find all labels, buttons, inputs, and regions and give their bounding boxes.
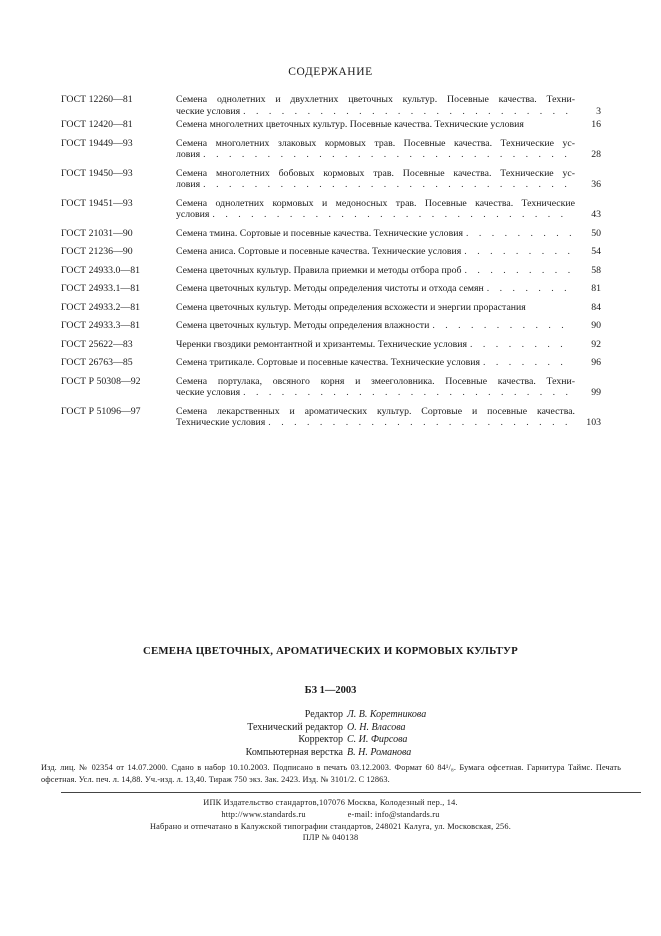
toc-entry xyxy=(61,283,601,295)
toc-entry-title-line: Семена цветочных культур. Методы определения чистоты и отхода семян xyxy=(176,283,484,294)
toc-entry-code: ГОСТ 24933.2—81 xyxy=(61,301,141,313)
toc-entry xyxy=(61,339,601,351)
license-number: ПЛР № 040138 xyxy=(302,833,359,843)
toc-entry xyxy=(61,302,601,314)
toc-entry-title xyxy=(176,320,575,332)
credit-line xyxy=(0,734,661,747)
credit-name: В. Н. Романова xyxy=(347,746,412,758)
toc-entry-title-line: ловия xyxy=(176,149,201,160)
toc-entry-code: ГОСТ 21031—90 xyxy=(61,227,133,239)
toc-entry-title-line: Семена аниса. Сортовые и посевные качества. Технические условия xyxy=(176,246,462,257)
toc-entry-title-line: Семена многолетних бобовых кормовых трав. Посевные качества. Технические ус- xyxy=(176,167,575,179)
toc-entry xyxy=(61,320,601,332)
toc-entry xyxy=(61,138,601,161)
toc-entry xyxy=(61,168,601,191)
toc-entry-code: ГОСТ 24933.3—81 xyxy=(61,320,141,331)
dot-leader xyxy=(243,106,572,118)
toc-entry-page: 50 xyxy=(591,227,601,239)
toc-entry xyxy=(61,228,601,240)
toc-entry-title-line: Черенки гвоздики ремонтантной и хризантемы. Технические условия xyxy=(176,338,467,350)
toc-entry-page: 92 xyxy=(591,338,601,350)
toc-entry xyxy=(61,119,601,131)
toc-entry xyxy=(61,406,601,429)
dot-leader xyxy=(483,357,572,369)
toc-entry-page: 103 xyxy=(586,417,601,428)
collection-title: СЕМЕНА ЦВЕТОЧНЫХ, АРОМАТИЧЕСКИХ И КОРМОВЫХ КУЛЬТУР xyxy=(143,645,518,657)
toc-entry-code: ГОСТ 12260—81 xyxy=(61,94,133,105)
toc-entry-title-line: Семена лекарственных и ароматических культур. Сортовые и посевные качества. xyxy=(176,405,575,417)
credit-role: Компьютерная верстка xyxy=(245,746,343,758)
toc-entry-page: 84 xyxy=(591,301,601,313)
toc-entry-title xyxy=(176,94,575,117)
toc-entry-title-line: Семена портулака, овсяного корня и змееголовника. Посевные качества. Техни- xyxy=(176,375,575,387)
toc-entry-code: ГОСТ 19451—93 xyxy=(61,197,133,209)
credit-line xyxy=(0,709,661,722)
toc-entry-title-line: Семена цветочных культур. Методы определения влажности xyxy=(176,320,430,331)
toc-entry-title-line: Семена тмина. Сортовые и посевные качества. Технические условия xyxy=(176,227,463,239)
publisher-info xyxy=(0,797,661,844)
toc-entry-page: 3 xyxy=(596,105,601,117)
credit-name: С. И. Фирсова xyxy=(347,734,408,745)
toc-entry-code: ГОСТ 24933.1—81 xyxy=(61,283,141,294)
imprint-details: Изд. лиц. № 02354 от 14.07.2000. Сдано в набор 10.10.2003. Подписано в печать 03.12.2003. Формат 60 84¹/₈. Бумага офсетная. Гарнитура Таймс. Печать офсетная. Усл. печ. л. 14,88. Уч.-изд. л. 13,40. Тираж 750 экз. Зак. 2423. Изд. № 3101/2. С 12863. xyxy=(41,763,621,784)
toc-entry-title xyxy=(176,138,575,161)
publisher-contacts xyxy=(0,809,661,821)
toc-entry-page: 28 xyxy=(591,149,601,160)
toc-entry xyxy=(61,376,601,399)
toc-entry-page: 58 xyxy=(591,264,601,276)
toc-entry xyxy=(61,246,601,258)
toc-entry-code: ГОСТ 19450—93 xyxy=(61,167,133,179)
toc-entry-code: ГОСТ 12420—81 xyxy=(61,119,133,130)
toc-entry-code: ГОСТ Р 51096—97 xyxy=(61,405,141,417)
toc-entry-page: 54 xyxy=(591,246,601,257)
toc-entry xyxy=(61,265,601,277)
credits xyxy=(0,709,661,759)
horizontal-rule xyxy=(61,792,641,793)
toc-entry-title-line: Семена однолетних и двухлетних цветочных культур. Посевные качества. Техни- xyxy=(176,94,575,105)
table-of-contents xyxy=(61,94,601,429)
toc-entry-title xyxy=(176,168,575,191)
toc-entry-title-line: Семена тритикале. Сортовые и посевные качества. Технические условия xyxy=(176,357,480,368)
publisher-url: http://www.standards.ru xyxy=(221,809,306,819)
credit-line xyxy=(0,722,661,735)
credit-name: Л. В. Коретникова xyxy=(347,709,427,720)
credit-role: Технический редактор xyxy=(247,721,343,733)
toc-entry-title xyxy=(176,302,575,314)
toc-entry-page: 96 xyxy=(591,357,601,368)
printing-house: Набрано и отпечатано в Калужской типографии стандартов, 248021 Калуга, ул. Московская, 256. xyxy=(149,821,512,831)
toc-entry-title xyxy=(176,406,575,429)
toc-entry-title-line: Семена однолетних кормовых и медоносных трав. Посевные качества. Технические xyxy=(176,197,575,209)
toc-entry-title xyxy=(176,283,575,295)
toc-entry-page: 36 xyxy=(591,179,601,190)
toc-entry-code: ГОСТ 19449—93 xyxy=(61,137,133,149)
collection-code: БЗ 1—2003 xyxy=(304,685,357,696)
credit-role: Редактор xyxy=(304,709,343,720)
toc-entry-title-line: Семена цветочных культур. Методы определения всхожести и энергии прорастания xyxy=(176,301,526,313)
dot-leader xyxy=(203,149,572,161)
toc-entry-title-line: ловия xyxy=(176,179,201,190)
toc-entry xyxy=(61,357,601,369)
credit-name: О. Н. Власова xyxy=(347,721,406,733)
toc-entry-title xyxy=(176,228,575,240)
dot-leader xyxy=(470,339,572,351)
dot-leader xyxy=(466,228,572,240)
dot-leader xyxy=(432,320,572,332)
toc-heading: СОДЕРЖАНИЕ xyxy=(288,66,373,78)
toc-entry-page: 90 xyxy=(591,320,601,331)
toc-entry-code: ГОСТ Р 50308—92 xyxy=(61,375,141,387)
dot-leader xyxy=(212,209,572,221)
toc-entry-page: 81 xyxy=(591,283,601,294)
toc-entry-title-line: условия xyxy=(176,209,210,220)
toc-entry-title xyxy=(176,119,575,131)
toc-entry xyxy=(61,198,601,221)
dot-leader xyxy=(464,246,572,258)
toc-entry-code: ГОСТ 21236—90 xyxy=(61,246,133,257)
toc-entry-title-line: Семена цветочных культур. Правила приемки и методы отбора проб xyxy=(176,264,462,276)
dot-leader xyxy=(487,283,572,295)
toc-entry-page: 99 xyxy=(591,387,601,398)
toc-entry-title xyxy=(176,339,575,351)
toc-entry-title xyxy=(176,265,575,277)
toc-entry-title xyxy=(176,246,575,258)
toc-entry-title-line: Семена многолетних цветочных культур. Посевные качества. Технические условия xyxy=(176,119,524,130)
toc-entry-title xyxy=(176,357,575,369)
credit-line xyxy=(0,747,661,760)
toc-entry-title xyxy=(176,198,575,221)
publisher-address: ИПК Издательство стандартов,107076 Москва, Колодезный пер., 14. xyxy=(203,798,458,807)
toc-entry xyxy=(61,94,601,117)
toc-entry-title-line: Семена многолетних злаковых кормовых трав. Посевные качества. Технические ус- xyxy=(176,137,575,149)
dot-leader xyxy=(268,417,572,429)
dot-leader xyxy=(465,265,572,277)
credit-role: Корректор xyxy=(298,734,343,745)
toc-entry-title-line: ческие условия xyxy=(176,105,241,117)
toc-entry-code: ГОСТ 24933.0—81 xyxy=(61,264,141,276)
toc-entry-title-line: Технические условия xyxy=(176,417,266,428)
dot-leader xyxy=(203,179,572,191)
publisher-email: e-mail: info@standards.ru xyxy=(347,809,440,819)
toc-entry-page: 43 xyxy=(591,209,601,220)
toc-entry-page: 16 xyxy=(591,119,601,130)
toc-entry-title xyxy=(176,376,575,399)
dot-leader xyxy=(243,387,572,399)
toc-entry-title-line: ческие условия xyxy=(176,387,241,398)
toc-entry-code: ГОСТ 26763—85 xyxy=(61,357,133,368)
toc-entry-code: ГОСТ 25622—83 xyxy=(61,338,133,350)
